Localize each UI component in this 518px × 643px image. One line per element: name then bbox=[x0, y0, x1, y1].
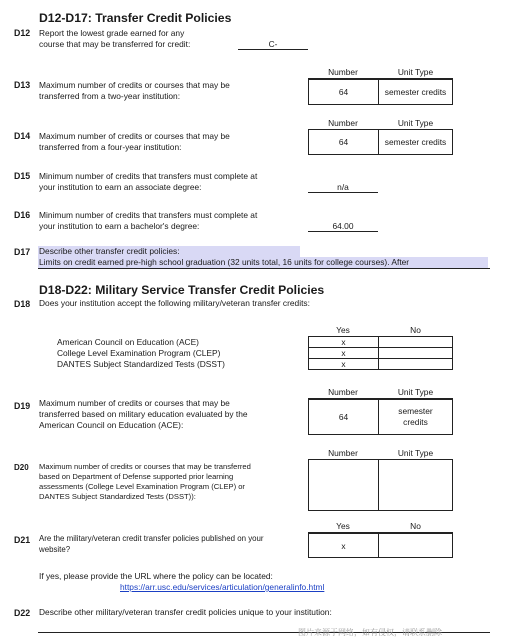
d18-yes-header: Yes bbox=[308, 325, 378, 337]
d18-dsst-no-checkbox[interactable] bbox=[378, 358, 453, 370]
d14-number-field[interactable]: 64 bbox=[308, 129, 379, 155]
d19-unit-line1: semester bbox=[398, 406, 433, 416]
d20-question-line3: assessments (College Level Examination Program (CLEP) or bbox=[39, 482, 245, 491]
d15-code: D15 bbox=[14, 171, 31, 181]
d15-associate-credits-field[interactable]: n/a bbox=[308, 182, 378, 193]
d21-question-line1: Are the military/veteran credit transfer policies published on your bbox=[39, 534, 264, 543]
d19-unit-type-field[interactable] bbox=[378, 399, 453, 435]
d17-question: Describe other transfer credit policies: bbox=[38, 246, 300, 257]
d21-yes-header: Yes bbox=[308, 521, 378, 533]
d22-code: D22 bbox=[14, 608, 31, 618]
d14-question-line2: transferred from a four-year institution: bbox=[39, 142, 182, 152]
d13-unit-type-header: Unit Type bbox=[378, 67, 453, 79]
d21-no-header: No bbox=[378, 521, 453, 533]
d18-row-ace-label: American Council on Education (ACE) bbox=[57, 337, 199, 347]
d19-number-field[interactable]: 64 bbox=[308, 399, 379, 435]
d17-code: D17 bbox=[14, 247, 31, 257]
d15-question-line1: Minimum number of credits that transfers must complete at bbox=[39, 171, 258, 181]
d12-code: D12 bbox=[14, 28, 31, 38]
d20-question-line2: based on Department of Defense supported prior learning bbox=[39, 472, 234, 481]
section-title-military-credit: D18-D22: Military Service Transfer Credit Policies bbox=[39, 283, 325, 297]
d14-unit-type-field[interactable]: semester credits bbox=[378, 129, 453, 155]
d15-question-line2: your institution to earn an associate degree: bbox=[39, 182, 202, 192]
d13-number-header: Number bbox=[308, 67, 378, 79]
d18-clep-yes-checkbox[interactable]: x bbox=[308, 347, 379, 359]
d14-question-line1: Maximum number of credits or courses that may be bbox=[39, 131, 230, 141]
d18-code: D18 bbox=[14, 299, 31, 309]
d13-number-field[interactable]: 64 bbox=[308, 79, 379, 105]
d20-question-line1: Maximum number of credits or courses that may be transferred bbox=[39, 462, 251, 471]
d16-bachelor-credits-field[interactable]: 64.00 bbox=[308, 221, 378, 232]
d20-number-field[interactable] bbox=[308, 459, 379, 511]
d21-no-checkbox[interactable] bbox=[378, 533, 453, 558]
d18-row-clep-label: College Level Examination Program (CLEP) bbox=[57, 348, 221, 358]
d18-no-header: No bbox=[378, 325, 453, 337]
d21-question-line2: website? bbox=[39, 545, 71, 554]
d14-code: D14 bbox=[14, 131, 31, 141]
d16-question-line1: Minimum number of credits that transfers must complete at bbox=[39, 210, 258, 220]
d19-question-line2: transferred based on military education evaluated by the bbox=[39, 409, 248, 419]
d17-answer-underline bbox=[38, 268, 490, 269]
d19-unit-line2: credits bbox=[403, 417, 428, 427]
d13-code: D13 bbox=[14, 80, 31, 90]
d19-unit-type-header: Unit Type bbox=[378, 387, 453, 399]
d13-question-line1: Maximum number of credits or courses that may be bbox=[39, 80, 230, 90]
d14-unit-type-header: Unit Type bbox=[378, 118, 453, 130]
section-title-transfer-credit: D12-D17: Transfer Credit Policies bbox=[39, 11, 232, 25]
d18-question: Does your institution accept the following military/veteran transfer credits: bbox=[39, 298, 310, 308]
d13-question-line2: transferred from a two-year institution: bbox=[39, 91, 181, 101]
d19-question-line3: American Council on Education (ACE): bbox=[39, 420, 184, 430]
d18-ace-yes-checkbox[interactable]: x bbox=[308, 336, 379, 348]
d13-unit-type-field[interactable]: semester credits bbox=[378, 79, 453, 105]
d20-unit-type-field[interactable] bbox=[378, 459, 453, 511]
d19-number-header: Number bbox=[308, 387, 378, 399]
d16-code: D16 bbox=[14, 210, 31, 220]
d16-question-line2: your institution to earn a bachelor's degree: bbox=[39, 221, 200, 231]
d20-unit-type-header: Unit Type bbox=[378, 448, 453, 460]
d12-lowest-grade-field[interactable]: C- bbox=[238, 39, 308, 50]
d21-url-prompt: If yes, please provide the URL where the policy can be located: bbox=[39, 571, 273, 581]
d20-number-header: Number bbox=[308, 448, 378, 460]
d17-answer-text[interactable]: Limits on credit earned pre-high school graduation (32 units total, 16 units for college courses). After bbox=[38, 257, 488, 268]
d12-question-line1: Report the lowest grade earned for any bbox=[39, 28, 185, 38]
d21-yes-checkbox[interactable]: x bbox=[308, 533, 379, 558]
d21-code: D21 bbox=[14, 535, 31, 545]
d14-number-header: Number bbox=[308, 118, 378, 130]
d18-dsst-yes-checkbox[interactable]: x bbox=[308, 358, 379, 370]
d20-question-line4: DANTES Subject Standardized Tests (DSST)): bbox=[39, 492, 196, 501]
d12-question-line2: course that may be transferred for credit: bbox=[39, 39, 191, 49]
watermark-text: 图片来源于网络，如有侵权，请联系删除 bbox=[298, 628, 442, 637]
d18-row-dsst-label: DANTES Subject Standardized Tests (DSST) bbox=[57, 359, 225, 369]
d21-policy-url-link[interactable]: https://arr.usc.edu/services/articulation/generalinfo.html bbox=[120, 582, 325, 592]
d19-question-line1: Maximum number of credits or courses that may be bbox=[39, 398, 230, 408]
d19-code: D19 bbox=[14, 401, 31, 411]
d20-code: D20 bbox=[14, 463, 29, 472]
d22-question: Describe other military/veteran transfer credit policies unique to your institution: bbox=[39, 607, 332, 617]
